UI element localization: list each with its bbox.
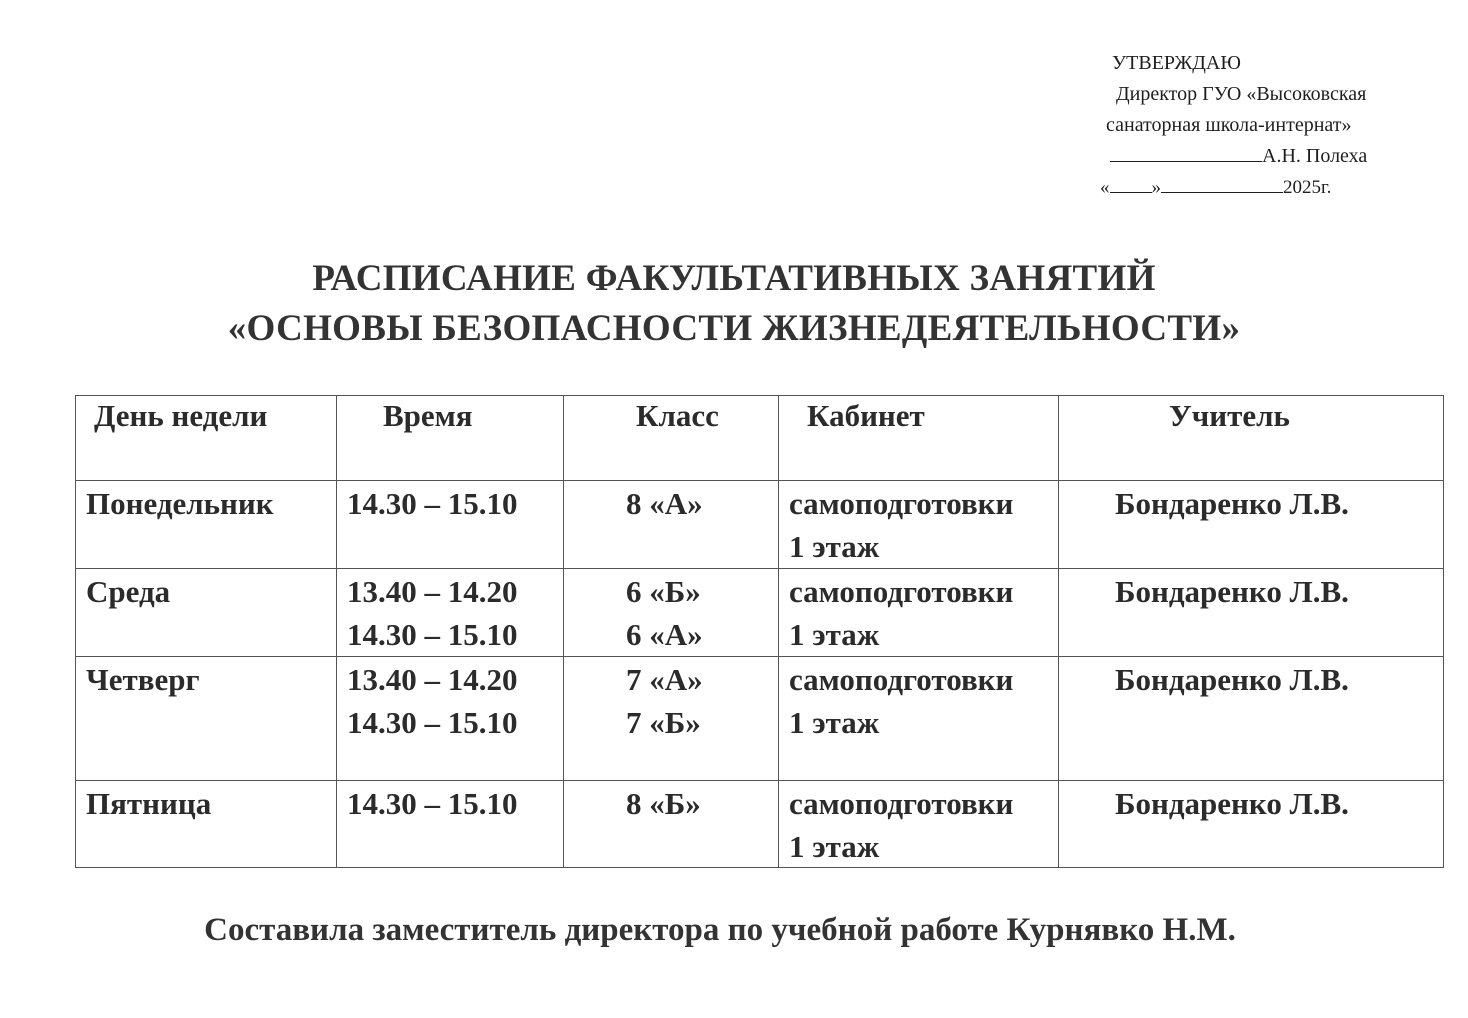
- cell-room: самоподготовки 1 этаж: [779, 481, 1059, 569]
- header-day: День недели: [76, 396, 337, 481]
- date-month-blank: [1161, 172, 1283, 193]
- cell-class: 8 «А»: [564, 481, 779, 569]
- schedule-title: РАСПИСАНИЕ ФАКУЛЬТАТИВНЫХ ЗАНЯТИЙ: [312, 258, 1156, 299]
- schedule-table: [75, 395, 1444, 868]
- date-quote-open: «: [1100, 177, 1110, 198]
- header-room: Кабинет: [779, 396, 1059, 481]
- cell-teacher: Бондаренко Л.В.: [1059, 657, 1444, 781]
- cell-class: 7 «А» 7 «Б»: [564, 657, 779, 781]
- cell-time: 14.30 – 15.10: [337, 781, 564, 868]
- table-row: [76, 481, 1444, 569]
- cell-class: 8 «Б»: [564, 781, 779, 868]
- cell-day: Среда: [76, 569, 337, 657]
- header-teacher: Учитель: [1059, 396, 1444, 481]
- cell-day: Четверг: [76, 657, 337, 781]
- cell-time: 14.30 – 15.10: [337, 481, 564, 569]
- table-row: [76, 781, 1444, 868]
- approval-signature-line: [1098, 141, 1438, 172]
- table-row: [76, 569, 1444, 657]
- cell-class: 6 «Б» 6 «А»: [564, 569, 779, 657]
- date-year: 2025г.: [1283, 177, 1332, 198]
- date-day-blank: [1110, 172, 1152, 193]
- cell-day: Понедельник: [76, 481, 337, 569]
- cell-room: самоподготовки 1 этаж: [779, 569, 1059, 657]
- approval-position: Директор ГУО «Высоковская: [1116, 83, 1367, 105]
- cell-teacher: Бондаренко Л.В.: [1059, 781, 1444, 868]
- cell-room: самоподготовки 1 этаж: [779, 657, 1059, 781]
- cell-teacher: Бондаренко Л.В.: [1059, 569, 1444, 657]
- approval-block: [1098, 48, 1438, 203]
- table-header-row: [76, 396, 1444, 481]
- schedule-subtitle: «ОСНОВЫ БЕЗОПАСНОСТИ ЖИЗНЕДЕЯТЕЛЬНОСТИ»: [227, 308, 1241, 349]
- cell-time: 13.40 – 14.20 14.30 – 15.10: [337, 569, 564, 657]
- approval-date-line: [1098, 172, 1438, 203]
- cell-teacher: Бондаренко Л.В.: [1059, 481, 1444, 569]
- header-class: Класс: [564, 396, 779, 481]
- approval-director-name: А.Н. Полеха: [1262, 145, 1368, 167]
- signature-blank: [1110, 141, 1262, 162]
- cell-day: Пятница: [76, 781, 337, 868]
- date-quote-close: »: [1151, 177, 1161, 198]
- table-row: [76, 657, 1444, 781]
- header-time: Время: [337, 396, 564, 481]
- approval-heading: УТВЕРЖДАЮ: [1112, 52, 1241, 74]
- approval-organization: санаторная школа-интернат»: [1106, 114, 1352, 136]
- cell-room: самоподготовки 1 этаж: [779, 781, 1059, 868]
- cell-time: 13.40 – 14.20 14.30 – 15.10: [337, 657, 564, 781]
- compiled-by-note: Составила заместитель директора по учебной работе Курнявко Н.М.: [204, 912, 1236, 948]
